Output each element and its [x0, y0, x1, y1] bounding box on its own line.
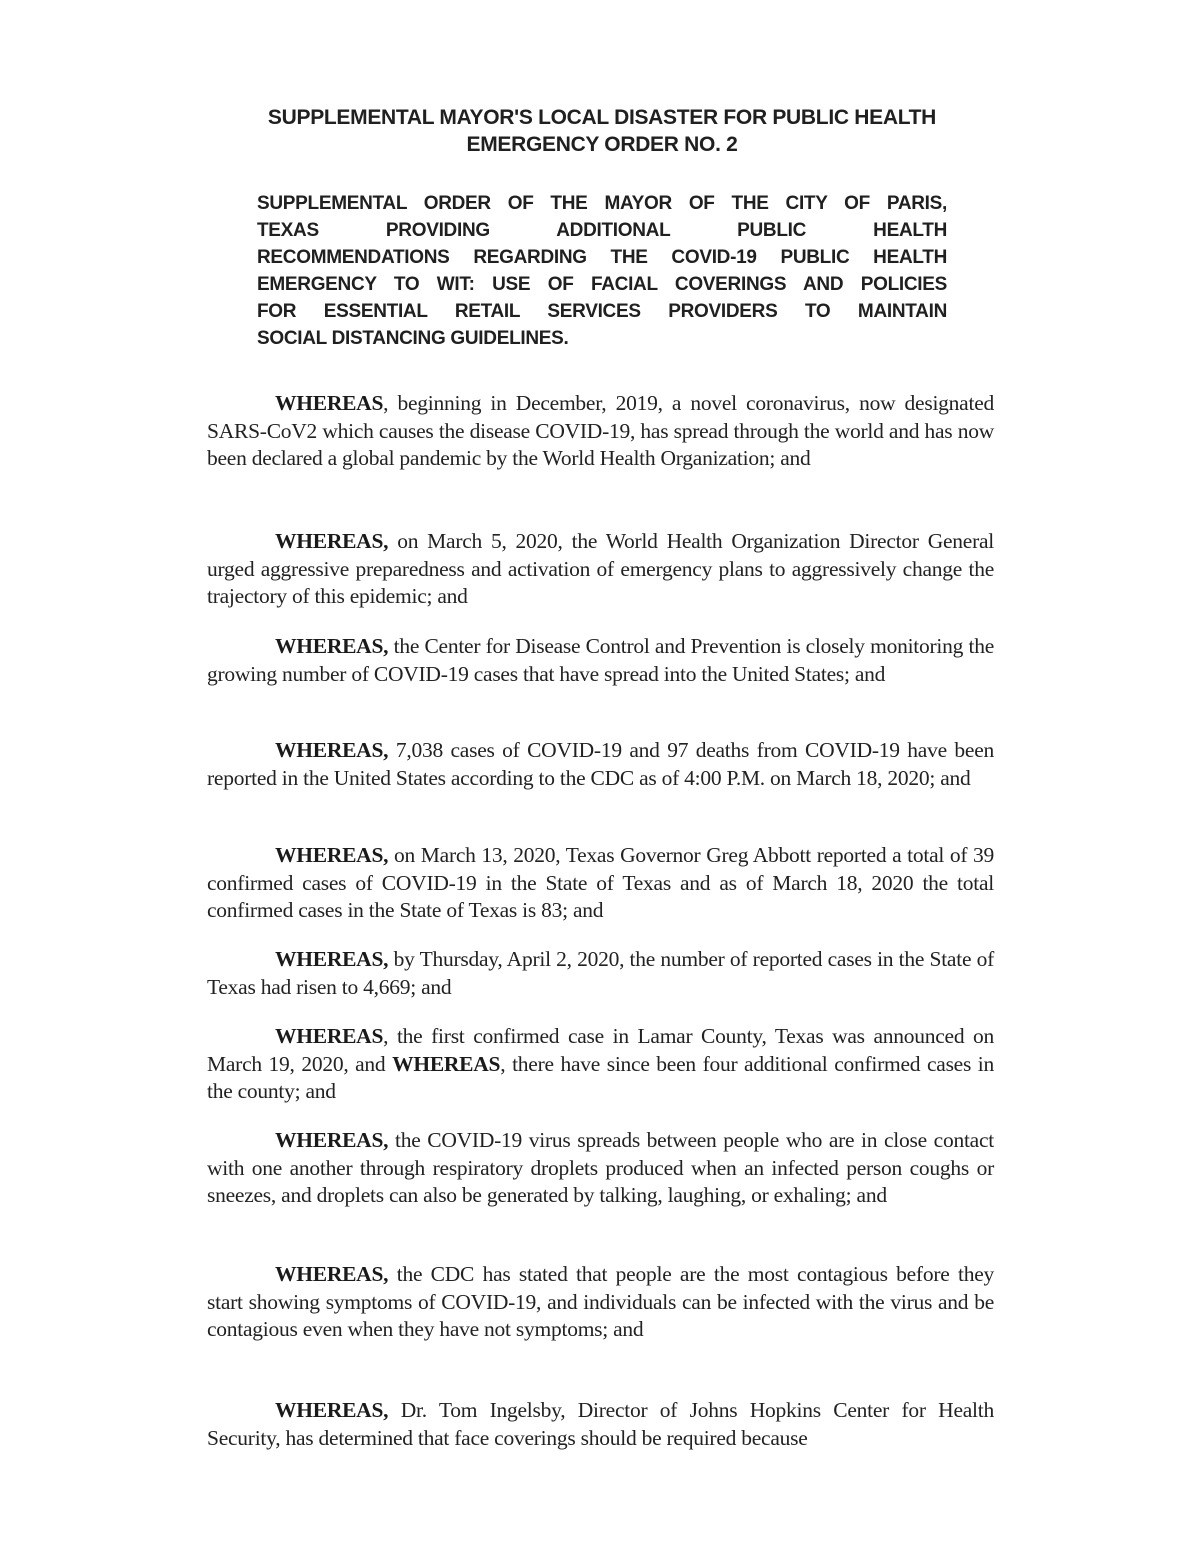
- whereas-paragraph: [207, 946, 994, 1001]
- subtitle-line: RECOMMENDATIONS REGARDING THE COVID-19 PUBLIC HEALTH: [257, 247, 947, 268]
- whereas-paragraph: [207, 1397, 994, 1452]
- document-title: [252, 104, 952, 158]
- whereas-lead: WHEREAS: [275, 391, 384, 415]
- whereas-lead: WHEREAS,: [275, 1398, 389, 1422]
- whereas-lead: WHEREAS,: [275, 634, 389, 658]
- whereas-paragraph: [207, 528, 994, 611]
- whereas-lead: WHEREAS: [275, 1024, 384, 1048]
- subtitle-line: SUPPLEMENTAL ORDER OF THE MAYOR OF THE CITY OF PARIS,: [257, 193, 947, 214]
- whereas-paragraph: [207, 1127, 994, 1210]
- title-line: SUPPLEMENTAL MAYOR'S LOCAL DISASTER FOR PUBLIC HEALTH: [267, 106, 937, 129]
- paragraph-text: , the first confirmed case in Lamar County, Texas was announced on March 19, 2020, and: [207, 1024, 994, 1076]
- whereas-paragraph: [207, 1261, 994, 1344]
- whereas-paragraph: [207, 737, 994, 792]
- paragraph-text: Dr. Tom Ingelsby, Director of Johns Hopkins Center for Health Security, has determined that face coverings should be required because: [207, 1398, 994, 1450]
- title-line: EMERGENCY ORDER NO. 2: [466, 133, 738, 156]
- whereas-lead: WHEREAS,: [275, 738, 389, 762]
- subtitle-line: TEXAS PROVIDING ADDITIONAL PUBLIC HEALTH: [257, 220, 947, 241]
- subtitle-line: FOR ESSENTIAL RETAIL SERVICES PROVIDERS TO MAINTAIN: [257, 301, 947, 322]
- whereas-paragraph: [207, 390, 994, 473]
- paragraph-text: on March 5, 2020, the World Health Organization Director General urged aggressive preparedness and activation of emergency plans to aggressively change the trajectory of this epidemic; and: [207, 529, 994, 608]
- paragraph-text: the CDC has stated that people are the most contagious before they start showing symptoms of COVID-19, and individuals can be infected with the virus and be contagious even when they have not symptoms; and: [207, 1262, 994, 1341]
- paragraph-text: by Thursday, April 2, 2020, the number of reported cases in the State of Texas had risen to 4,669; and: [207, 947, 994, 999]
- paragraph-text: 7,038 cases of COVID-19 and 97 deaths from COVID-19 have been reported in the United States according to the CDC as of 4:00 P.M. on March 18, 2020; and: [207, 738, 994, 790]
- whereas-lead: WHEREAS,: [275, 947, 389, 971]
- whereas-lead: WHEREAS: [392, 1051, 501, 1076]
- whereas-lead: WHEREAS,: [275, 529, 389, 553]
- paragraph-text: the Center for Disease Control and Prevention is closely monitoring the growing number of COVID-19 cases that have spread into the United States; and: [207, 634, 994, 686]
- paragraph-text: the COVID-19 virus spreads between people who are in close contact with one another through respiratory droplets produced when an infected person coughs or sneezes, and droplets can also be generated by talking, laughing, or exhaling; and: [207, 1128, 994, 1207]
- paragraph-text: , there have since been four additional confirmed cases in the county; and: [207, 1051, 994, 1103]
- whereas-paragraph: [207, 633, 994, 688]
- whereas-lead: WHEREAS,: [275, 1262, 389, 1286]
- subtitle-line: EMERGENCY TO WIT: USE OF FACIAL COVERINGS AND POLICIES: [257, 274, 947, 295]
- order-subtitle: [257, 190, 947, 352]
- subtitle-line: SOCIAL DISTANCING GUIDELINES.: [257, 328, 569, 349]
- whereas-paragraph: [207, 842, 994, 925]
- whereas-lead: WHEREAS,: [275, 843, 389, 867]
- whereas-lead: WHEREAS,: [275, 1128, 389, 1152]
- paragraph-text: , beginning in December, 2019, a novel coronavirus, now designated SARS-CoV2 which causes the disease COVID-19, has spread through the world and has now been declared a global pandemic by the World Health Organization; and: [207, 391, 994, 470]
- paragraph-text: on March 13, 2020, Texas Governor Greg Abbott reported a total of 39 confirmed cases of COVID-19 in the State of Texas and as of March 18, 2020 the total confirmed cases in the State of Texas is 83; and: [207, 843, 994, 922]
- whereas-paragraph: [207, 1023, 994, 1106]
